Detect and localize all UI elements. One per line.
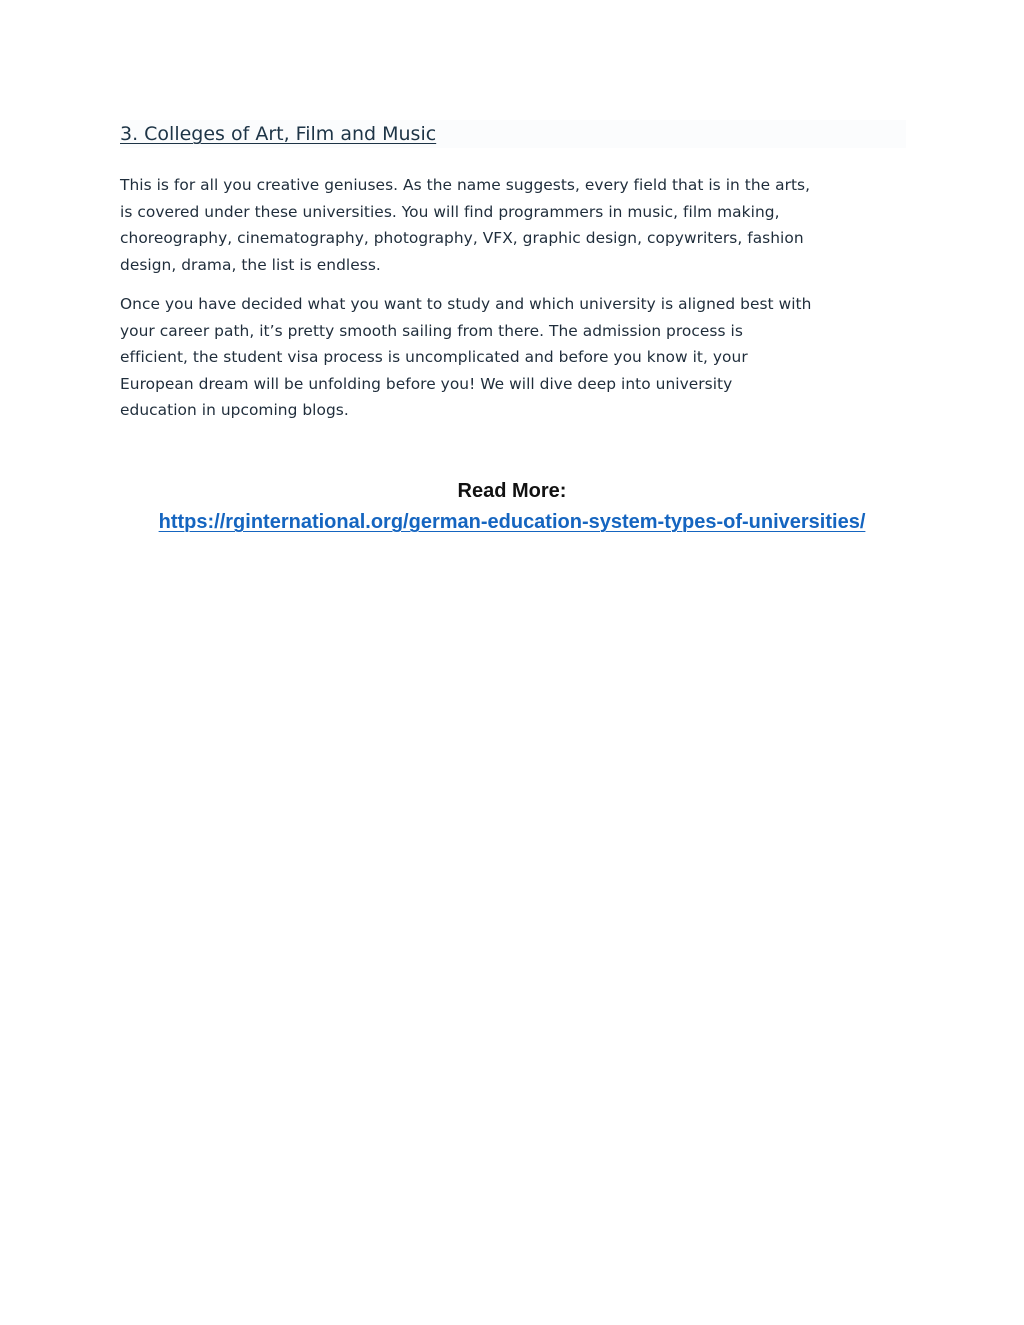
paragraph-line: your career path, it’s pretty smooth sailing from there. The admission process is [120, 321, 743, 340]
paragraph-line: design, drama, the list is endless. [120, 255, 381, 274]
paragraph-line: efficient, the student visa process is uncomplicated and before you know it, your [120, 348, 748, 366]
read-more-link[interactable]: https://rginternational.org/german-education-system-types-of-universities/ [158, 511, 866, 533]
section-heading: 3. Colleges of Art, Film and Music [120, 123, 437, 145]
paragraph-line: Once you have decided what you want to study and which university is aligned best with [120, 295, 812, 313]
paragraph-conclusion [120, 291, 910, 424]
paragraph-line: is covered under these universities. You will find programmers in music, film making, [120, 202, 780, 221]
paragraph-line: education in upcoming blogs. [120, 401, 349, 419]
paragraph-line: This is for all you creative geniuses. As the name suggests, every field that is in the arts, [120, 176, 811, 194]
read-more-link-container [0, 508, 1024, 536]
paragraph-line: choreography, cinematography, photography, VFX, graphic design, copywriters, fashion [120, 229, 804, 247]
paragraph-intro [120, 172, 910, 278]
paragraph-line: European dream will be unfolding before you! We will dive deep into university [120, 374, 733, 393]
read-more-label: Read More: [457, 480, 567, 502]
